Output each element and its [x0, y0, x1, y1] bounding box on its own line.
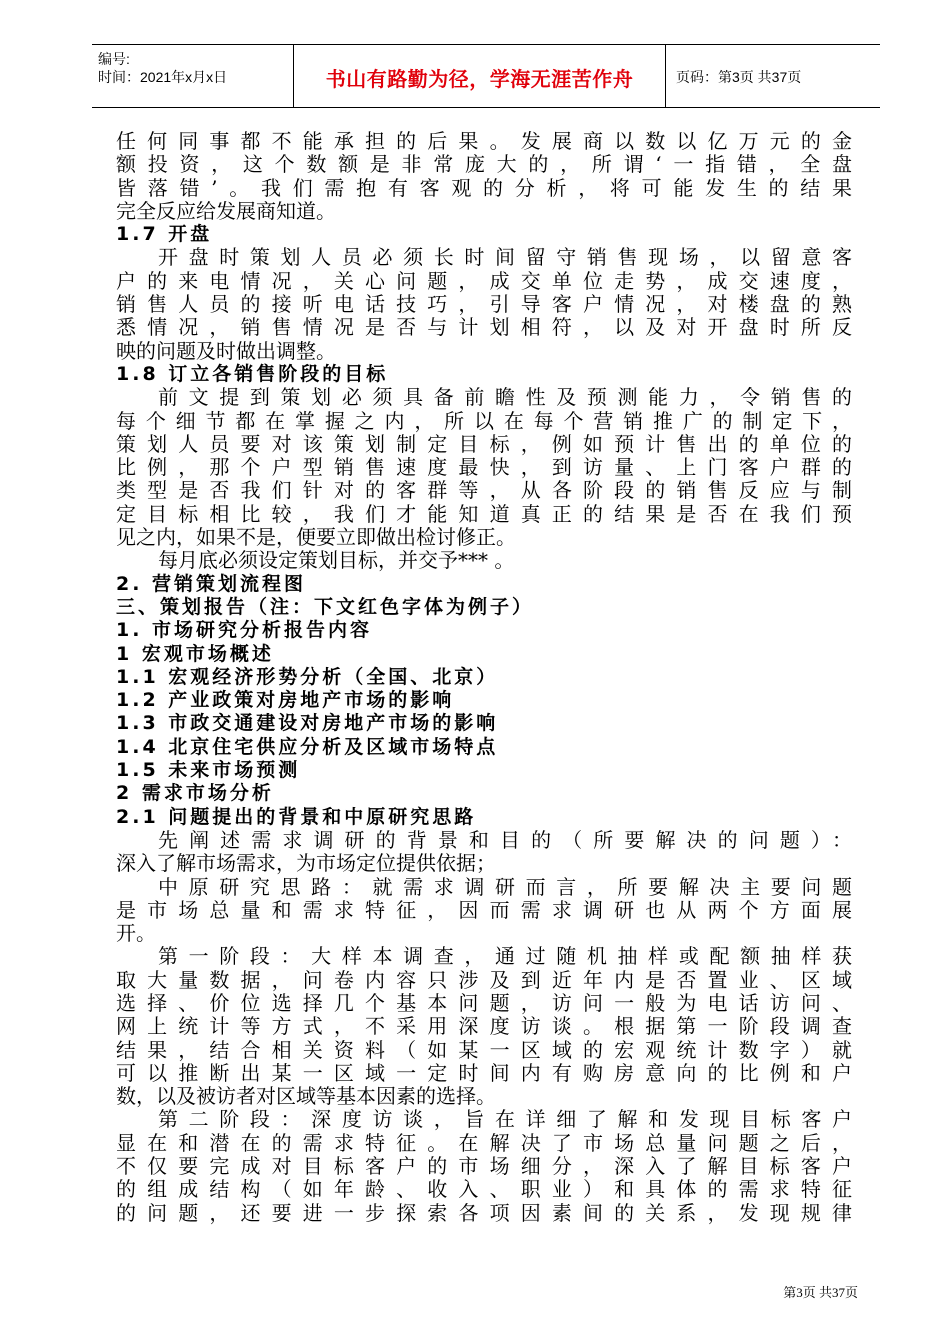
text-line: 每月底必须设定策划目标，并交予*** 。	[158, 548, 515, 573]
text-line: 结果，结合相关资料（如某一区域的宏观统计数字）就	[116, 1037, 852, 1062]
text-line: 完全反应给发展商知道。	[116, 198, 336, 223]
page-footer: 第3页 共37页	[783, 1285, 858, 1300]
section-heading: 2 需求市场分析	[116, 782, 274, 805]
section-heading: 1. 市场研究分析报告内容	[116, 619, 373, 642]
text-line: 开。	[116, 921, 156, 946]
section-heading: 1.7 开盘	[116, 223, 213, 246]
text-line: 的问题，还要进一步探索各项因素间的关系，发现规律	[116, 1200, 852, 1225]
text-line: 第二阶段：深度访谈，旨在详细了解和发现目标客户	[158, 1107, 852, 1132]
text-line: 的组成结构（如年龄、收入、职业）和具体的需求特征	[116, 1177, 852, 1202]
section-heading: 1 宏观市场概述	[116, 642, 274, 665]
section-heading: 1.3 市政交通建设对房地产市场的影响	[116, 712, 499, 735]
text-line: 开盘时策划人员必须长时间留守销售现场，以留意客	[158, 245, 852, 270]
text-line: 任何同事都不能承担的后果。发展商以数以亿万元的金	[116, 129, 852, 153]
text-line: 可以推断出某一区域一定时间内有购房意向的比例和户	[116, 1060, 852, 1085]
text-line: 每个细节都在掌握之内，所以在每个营销推广的制定下，	[116, 408, 852, 433]
text-line: 悉情况，销售情况是否与计划相符，以及对开盘时所反	[116, 315, 852, 340]
text-line: 不仅要完成对目标客户的市场细分，深入了解目标客户	[116, 1154, 852, 1179]
section-heading: 1.5 未来市场预测	[116, 759, 301, 782]
section-heading: 1.4 北京住宅供应分析及区域市场特点	[116, 735, 499, 758]
text-line: 深入了解市场需求，为市场定位提供依据；	[116, 851, 496, 876]
text-line: 先阐述需求调研的背景和目的（所要解决的问题）：	[158, 827, 852, 852]
text-line: 网上统计等方式，不采用深度访谈。根据第一阶段调查	[116, 1014, 852, 1039]
text-line: 见之内，如果不是，便要立即做出检讨修正。	[116, 525, 516, 550]
text-line: 显在和潜在的需求特征。在解决了市场总量问题之后，	[116, 1130, 852, 1155]
page-header	[92, 44, 880, 108]
text-line: 类型是否我们针对的客群等，从各阶段的销售反应与制	[116, 478, 852, 503]
section-heading: 1.8 订立各销售阶段的目标	[116, 362, 389, 385]
text-line: 是市场总量和需求特征，因而需求调研也从两个方面展	[116, 897, 852, 922]
time-label: 时间：2021年x月x日	[98, 69, 228, 85]
header-page-info: 页码：第3页 共37页	[676, 69, 802, 85]
text-line: 映的问题及时做出调整。	[116, 338, 336, 363]
section-heading: 2.1 问题提出的背景和中原研究思路	[116, 805, 477, 828]
section-heading: 1.1 宏观经济形势分析（全国、北京）	[116, 665, 499, 688]
text-line: 皆落错’。我们需抱有客观的分析，将可能发生的结果	[116, 175, 852, 200]
header-meta-cell	[92, 45, 294, 107]
header-page-cell	[666, 45, 880, 107]
text-line: 中原研究思路：就需求调研而言，所要解决主要问题	[158, 874, 852, 899]
text-line: 额投资，这个数额是非常庞大的，所谓‘一指错，全盘	[116, 152, 852, 177]
section-heading: 三、策划报告（注：下文红色字体为例子）	[116, 595, 535, 618]
header-motto-cell	[294, 45, 666, 107]
motto-text: 书山有路勤为径，学海无涯苦作舟	[325, 67, 634, 91]
text-line: 数，以及被访者对区域等基本因素的选择。	[116, 1084, 496, 1109]
text-line: 户的来电情况，关心问题，成交单位走势，成交速度，	[116, 268, 852, 293]
serial-label: 编号:	[98, 51, 130, 67]
document-body	[116, 130, 852, 1225]
text-line: 前文提到策划必须具备前瞻性及预测能力，令销售的	[158, 385, 852, 410]
text-line: 选择、价位选择几个基本问题，访问一般为电话访问、	[116, 990, 852, 1015]
section-heading: 2. 营销策划流程图	[116, 572, 307, 595]
text-line: 第一阶段：大样本调查，通过随机抽样或配额抽样获	[158, 944, 852, 969]
text-line: 比例，那个户型销售速度最快，到访量、上门客户群的	[116, 455, 852, 480]
text-line: 销售人员的接听电话技巧，引导客户情况，对楼盘的熟	[116, 292, 852, 317]
section-heading: 1.2 产业政策对房地产市场的影响	[116, 689, 455, 712]
text-line: 取大量数据，问卷内容只涉及到近年内是否置业、区域	[116, 967, 852, 992]
text-line: 策划人员要对该策划制定目标，例如预计售出的单位的	[116, 431, 852, 456]
text-line: 定目标相比较，我们才能知道真正的结果是否在我们预	[116, 501, 852, 526]
